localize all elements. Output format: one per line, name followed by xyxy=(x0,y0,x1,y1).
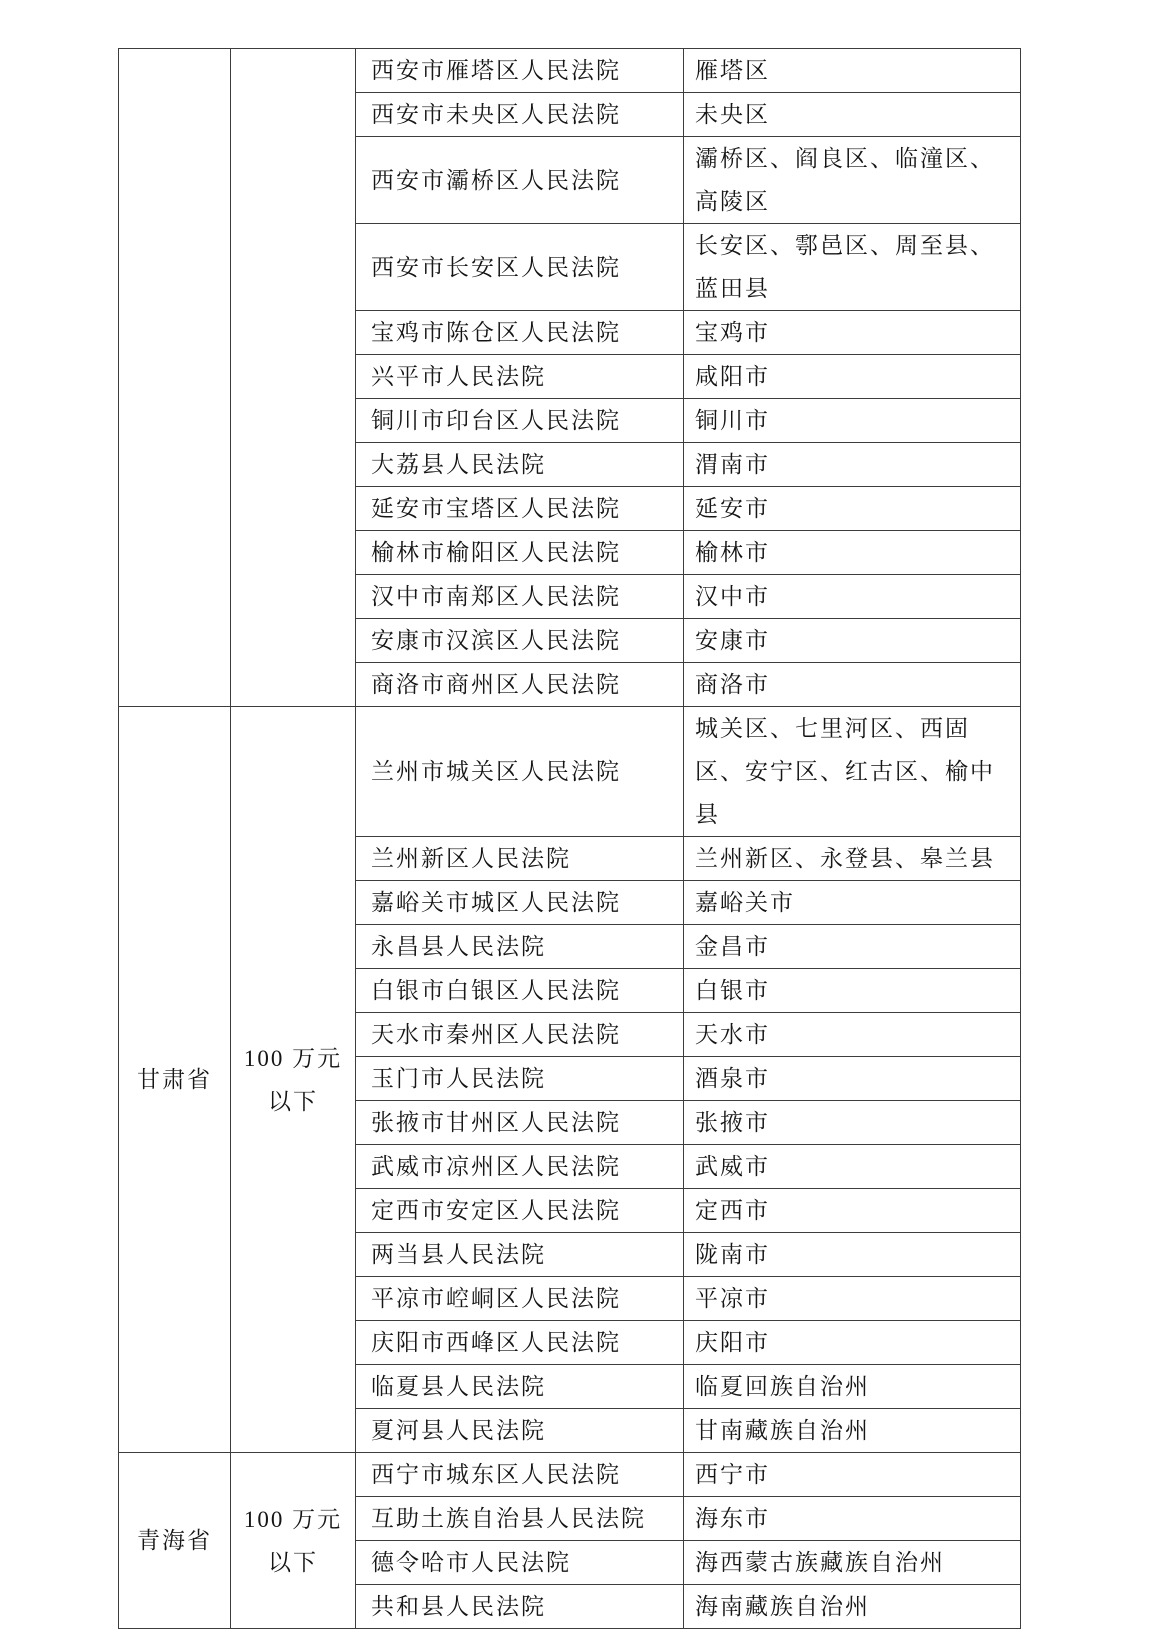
court-cell: 永昌县人民法院 xyxy=(356,925,684,969)
table-row xyxy=(119,1453,1021,1497)
jurisdiction-cell: 天水市 xyxy=(684,1013,1021,1057)
jurisdiction-cell: 白银市 xyxy=(684,969,1021,1013)
court-cell: 互助土族自治县人民法院 xyxy=(356,1497,684,1541)
table-row xyxy=(119,707,1021,837)
jurisdiction-cell: 渭南市 xyxy=(684,443,1021,487)
amount-cell xyxy=(231,1453,356,1629)
jurisdiction-cell: 西宁市 xyxy=(684,1453,1021,1497)
jurisdiction-cell: 金昌市 xyxy=(684,925,1021,969)
jurisdiction-cell: 长安区、鄠邑区、周至县、蓝田县 xyxy=(684,224,1021,311)
jurisdiction-cell: 汉中市 xyxy=(684,575,1021,619)
court-cell: 兰州市城关区人民法院 xyxy=(356,707,684,837)
court-cell: 兴平市人民法院 xyxy=(356,355,684,399)
court-cell: 定西市安定区人民法院 xyxy=(356,1189,684,1233)
court-cell: 延安市宝塔区人民法院 xyxy=(356,487,684,531)
court-cell: 安康市汉滨区人民法院 xyxy=(356,619,684,663)
jurisdiction-cell: 咸阳市 xyxy=(684,355,1021,399)
court-cell: 天水市秦州区人民法院 xyxy=(356,1013,684,1057)
court-cell: 德令哈市人民法院 xyxy=(356,1541,684,1585)
court-cell: 大荔县人民法院 xyxy=(356,443,684,487)
court-cell: 夏河县人民法院 xyxy=(356,1409,684,1453)
jurisdiction-cell: 榆林市 xyxy=(684,531,1021,575)
province-cell: 青海省 xyxy=(119,1453,231,1629)
court-cell: 宝鸡市陈仓区人民法院 xyxy=(356,311,684,355)
court-cell: 榆林市榆阳区人民法院 xyxy=(356,531,684,575)
court-cell: 汉中市南郑区人民法院 xyxy=(356,575,684,619)
amount-cell xyxy=(231,707,356,1453)
jurisdiction-cell: 城关区、七里河区、西固区、安宁区、红古区、榆中县 xyxy=(684,707,1021,837)
jurisdiction-cell: 宝鸡市 xyxy=(684,311,1021,355)
jurisdiction-cell: 延安市 xyxy=(684,487,1021,531)
court-cell: 商洛市商州区人民法院 xyxy=(356,663,684,707)
jurisdiction-cell: 海西蒙古族藏族自治州 xyxy=(684,1541,1021,1585)
court-cell: 平凉市崆峒区人民法院 xyxy=(356,1277,684,1321)
jurisdiction-cell: 海南藏族自治州 xyxy=(684,1585,1021,1629)
court-cell: 张掖市甘州区人民法院 xyxy=(356,1101,684,1145)
court-cell: 嘉峪关市城区人民法院 xyxy=(356,881,684,925)
amount-line1: 100 万元 xyxy=(243,1045,343,1071)
document-page xyxy=(118,48,1021,1629)
jurisdiction-cell: 庆阳市 xyxy=(684,1321,1021,1365)
court-cell: 西安市长安区人民法院 xyxy=(356,224,684,311)
table-row xyxy=(119,49,1021,93)
jurisdiction-cell: 陇南市 xyxy=(684,1233,1021,1277)
court-cell: 白银市白银区人民法院 xyxy=(356,969,684,1013)
jurisdiction-cell: 嘉峪关市 xyxy=(684,881,1021,925)
court-cell: 庆阳市西峰区人民法院 xyxy=(356,1321,684,1365)
court-cell: 共和县人民法院 xyxy=(356,1585,684,1629)
jurisdiction-cell: 铜川市 xyxy=(684,399,1021,443)
jurisdiction-cell: 平凉市 xyxy=(684,1277,1021,1321)
court-cell: 临夏县人民法院 xyxy=(356,1365,684,1409)
jurisdiction-cell: 甘南藏族自治州 xyxy=(684,1409,1021,1453)
province-cell xyxy=(119,49,231,707)
amount-line1: 100 万元 xyxy=(243,1506,343,1532)
court-cell: 玉门市人民法院 xyxy=(356,1057,684,1101)
jurisdiction-cell: 安康市 xyxy=(684,619,1021,663)
jurisdiction-cell: 张掖市 xyxy=(684,1101,1021,1145)
jurisdiction-cell: 兰州新区、永登县、皋兰县 xyxy=(684,837,1021,881)
court-cell: 铜川市印台区人民法院 xyxy=(356,399,684,443)
jurisdiction-cell: 商洛市 xyxy=(684,663,1021,707)
court-cell: 兰州新区人民法院 xyxy=(356,837,684,881)
jurisdiction-cell: 武威市 xyxy=(684,1145,1021,1189)
amount-cell xyxy=(231,49,356,707)
jurisdiction-cell: 灞桥区、阎良区、临潼区、高陵区 xyxy=(684,137,1021,224)
court-cell: 西安市雁塔区人民法院 xyxy=(356,49,684,93)
jurisdiction-cell: 未央区 xyxy=(684,93,1021,137)
amount-line2: 以下 xyxy=(268,1088,318,1114)
jurisdiction-cell: 定西市 xyxy=(684,1189,1021,1233)
court-cell: 两当县人民法院 xyxy=(356,1233,684,1277)
amount-line2: 以下 xyxy=(268,1549,318,1575)
jurisdiction-cell: 酒泉市 xyxy=(684,1057,1021,1101)
court-cell: 西安市未央区人民法院 xyxy=(356,93,684,137)
province-cell: 甘肃省 xyxy=(119,707,231,1453)
court-cell: 西安市灞桥区人民法院 xyxy=(356,137,684,224)
court-cell: 西宁市城东区人民法院 xyxy=(356,1453,684,1497)
jurisdiction-cell: 雁塔区 xyxy=(684,49,1021,93)
court-jurisdiction-table xyxy=(118,48,1021,1629)
court-cell: 武威市凉州区人民法院 xyxy=(356,1145,684,1189)
jurisdiction-cell: 海东市 xyxy=(684,1497,1021,1541)
jurisdiction-cell: 临夏回族自治州 xyxy=(684,1365,1021,1409)
